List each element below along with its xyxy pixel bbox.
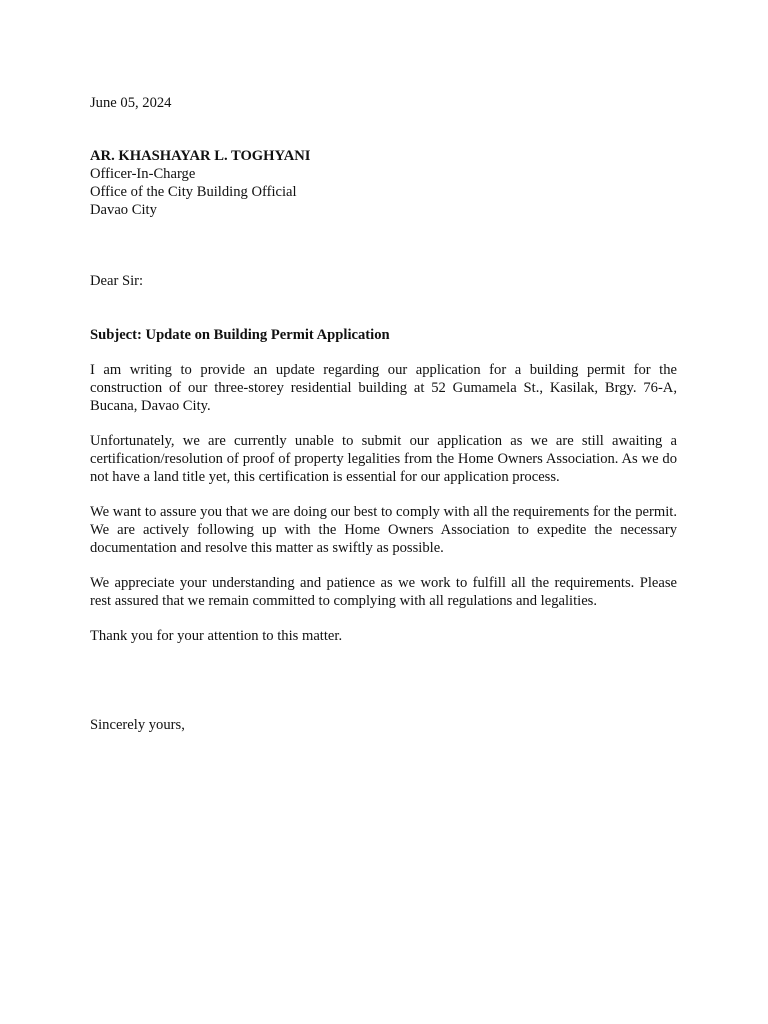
recipient-name: AR. KHASHAYAR L. TOGHYANI — [90, 148, 311, 164]
body-paragraph: We appreciate your understanding and patience as we work to fulfill all the requirements. Please rest assured that we remain committed to complying with all regulations and legalities. — [90, 575, 677, 609]
body-paragraph: Thank you for your attention to this matter. — [90, 628, 343, 644]
body-paragraph: We want to assure you that we are doing our best to comply with all the requirements for the permit. We are actively following up with the Home Owners Association to expedite the necessary documentation and resolve this matter as swiftly as possible. — [90, 504, 677, 556]
body-paragraph: Unfortunately, we are currently unable to submit our application as we are still awaiting a certification/resolution of proof of property legalities from the Home Owners Association. As we do not have a land title yet, this certification is essential for our application process. — [90, 433, 677, 485]
subject-line: Subject: Update on Building Permit Application — [90, 327, 390, 343]
closing: Sincerely yours, — [90, 717, 185, 733]
letter-page — [90, 94, 677, 734]
body-paragraph: I am writing to provide an update regarding our application for a building permit for the construction of our three-storey residential building at 52 Gumamela St., Kasilak, Brgy. 76-A, Bucana, Davao City. — [90, 362, 677, 414]
recipient-block — [90, 147, 677, 219]
letter-date: June 05, 2024 — [90, 95, 172, 111]
recipient-office: Office of the City Building Official — [90, 184, 297, 200]
recipient-city: Davao City — [90, 202, 157, 218]
salutation: Dear Sir: — [90, 273, 144, 289]
recipient-title: Officer-In-Charge — [90, 166, 196, 182]
